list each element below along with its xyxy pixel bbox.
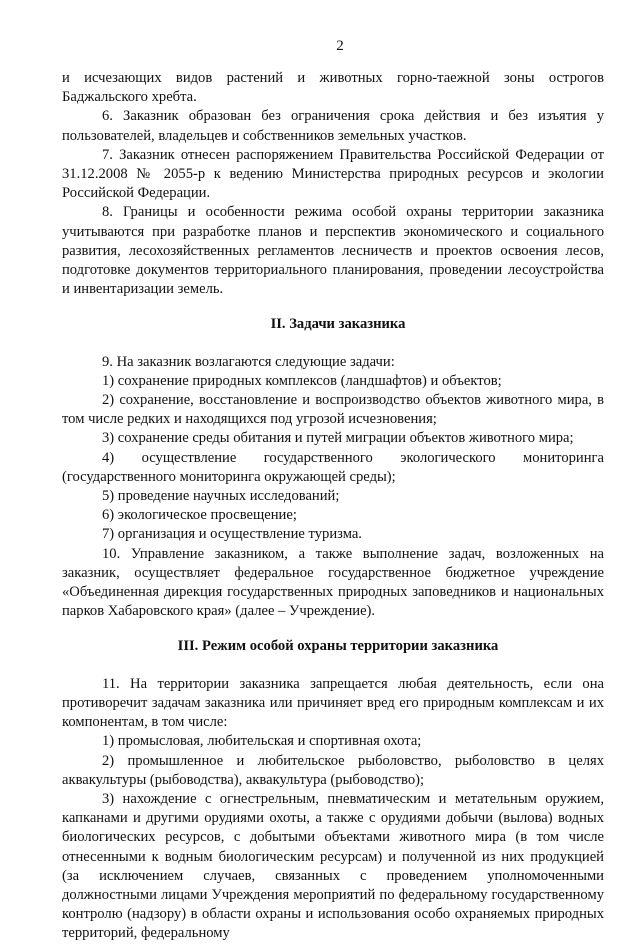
spacer — [62, 299, 604, 315]
page-number: 2 — [336, 38, 344, 54]
paragraph: 3) сохранение среды обитания и путей миграции объектов животного мира; — [102, 430, 574, 447]
spacer — [62, 657, 604, 675]
paragraph: 4) осуществление государственного экологического мониторинга (государственного мониторинга окружающей среды); — [62, 449, 604, 485]
paragraph: 2) промышленное и любительское рыболовство, рыболовство в целях аквакультуры (рыбоводства), аквакультура (рыбоводство); — [62, 752, 604, 788]
paragraph: 7. Заказник отнесен распоряжением Правительства Российской Федерации от 31.12.2008 № 2055-р к ведению Министерства природных ресурсов и экологии Российской Федерации. — [62, 146, 604, 202]
paragraph: 1) промысловая, любительская и спортивная охота; — [102, 733, 422, 750]
paragraph: 5) проведение научных исследований; — [102, 488, 340, 505]
paragraph: 11. На территории заказника запрещается любая деятельность, если она противоречит задачам заказника или причиняет вред его природным комплексам и их компонентам, в том числе: — [62, 675, 604, 731]
document-body — [62, 69, 604, 944]
paragraph: 8. Границы и особенности режима особой охраны территории заказника учитываются при разработке планов и перспектив экономического и социального развития, лесохозяйственных регламентов лесничеств и проектов освоения лесов, подготовке документов территориального планирования, проведении лесоустройства и инвентаризации земель. — [62, 204, 604, 298]
section-heading: III. Режим особой охраны территории заказника — [177, 638, 499, 655]
paragraph: 6. Заказник образован без ограничения срока действия и без изъятия у пользователей, владельцев и собственников земельных участков. — [62, 108, 604, 144]
spacer — [62, 621, 604, 637]
paragraph: 9. На заказник возлагаются следующие задачи: — [102, 353, 395, 370]
section-heading: II. Задачи заказника — [270, 316, 406, 333]
paragraph: 6) экологическое просвещение; — [102, 507, 297, 524]
paragraph: 3) нахождение с огнестрельным, пневматическим и метательным оружием, капканами и другими орудиями охоты, а также с орудиями добычи (вылова) водных биологических ресурсов, с добытыми объектами животного мира (в том числе отнесенными к водным биологическим ресурсам) и полученной из них продукцией (за исключением случаев, связанных с проведением уполномоченными должностными лицами Учреждения мероприятий по федеральному государственному контролю (надзору) в области охраны и использования особо охраняемых природных территорий, федеральному — [62, 790, 604, 942]
spacer — [62, 335, 604, 353]
paragraph: 1) сохранение природных комплексов (ландшафтов) и объектов; — [102, 372, 502, 389]
paragraph: 2) сохранение, восстановление и воспроизводство объектов животного мира, в том числе редких и находящихся под угрозой исчезновения; — [62, 392, 604, 428]
paragraph: 10. Управление заказником, а также выполнение задач, возложенных на заказник, осуществляет федеральное государственное бюджетное учреждение «Объединенная дирекция государственных природных заповедников и национальных парков Хабаровского края» (далее – Учреждение). — [62, 545, 604, 620]
paragraph: 7) организация и осуществление туризма. — [102, 526, 362, 543]
paragraph: и исчезающих видов растений и животных горно-таежной зоны острогов Баджальского хребта. — [62, 70, 604, 106]
